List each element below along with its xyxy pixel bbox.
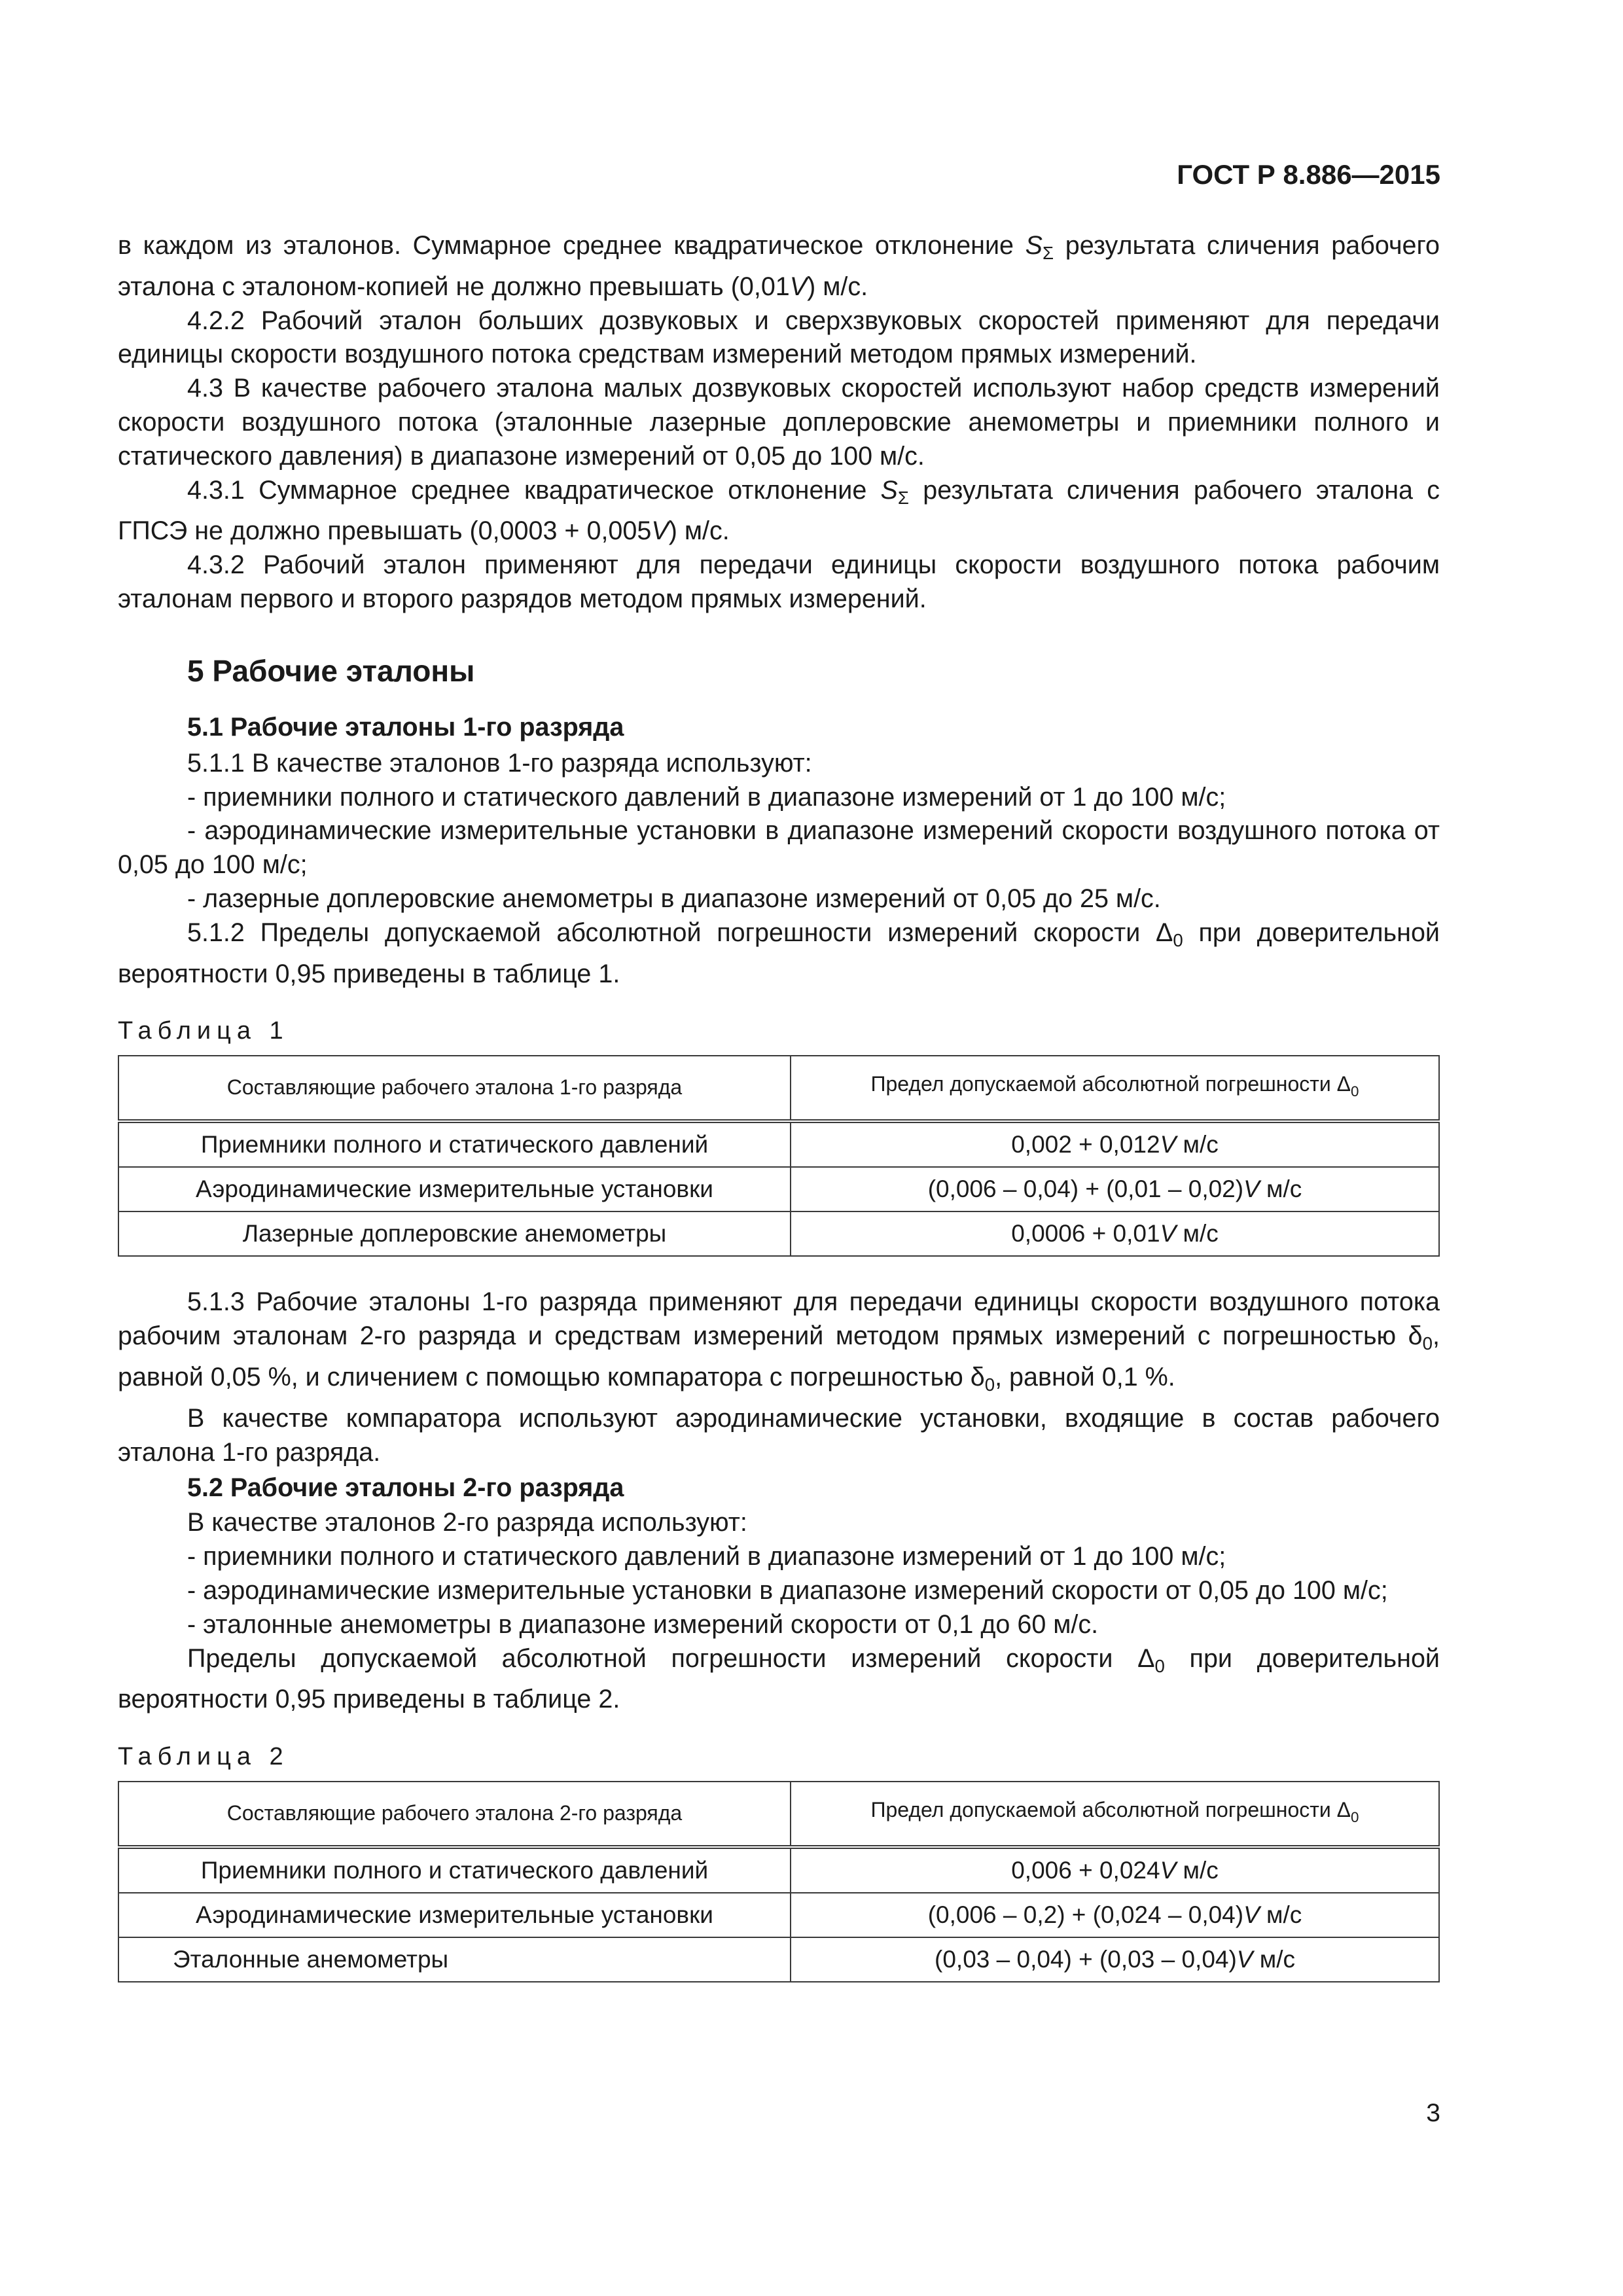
text-span: Пределы допускаемой абсолютной погрешности измерений скорости	[187, 1643, 1138, 1673]
paragraph-5-1-1: 5.1.1 В качестве эталонов 1-го разряда используют:	[187, 748, 812, 778]
text-span: м/с	[1176, 1857, 1219, 1884]
section-5-title: 5 Рабочие эталоны	[187, 653, 475, 688]
symbol-v: V	[1243, 1901, 1260, 1929]
symbol-v: V	[1160, 1131, 1177, 1158]
table-cell-value	[791, 1121, 1439, 1167]
symbol-v: V	[1236, 1946, 1253, 1973]
subscript-zero: 0	[1351, 1808, 1359, 1825]
text-span: (0,006 – 0,04) + (0,01 – 0,02)	[927, 1175, 1244, 1203]
symbol-v: V	[1243, 1175, 1260, 1203]
text-span: (0,006 – 0,2) + (0,024 – 0,04)	[927, 1901, 1244, 1929]
page-content	[118, 229, 1440, 1982]
table-cell-value	[791, 1847, 1439, 1893]
table-row	[118, 1167, 1439, 1211]
paragraph-5-2-intro: В качестве эталонов 2-го разряда используют:	[187, 1508, 747, 1537]
text-span: 5.1.3 Рабочие эталоны 1-го разряда применяют для передачи единицы скорости воздушного потока рабочим эталонам 2-го разряда и средствам измерений методом прямых измерений с погрешностью	[118, 1287, 1440, 1351]
text-span: м/с	[1259, 1901, 1302, 1929]
text-span: м/с	[1176, 1220, 1219, 1247]
table-cell-name: Эталонные анемометры	[118, 1937, 791, 1982]
text-span: в каждом из эталонов. Суммарное среднее квадратическое отклонение	[118, 231, 1026, 260]
symbol-delta-small: δ	[1408, 1321, 1423, 1351]
text-span: при доверительной вероятности 0,95 приведены в таблице 2.	[118, 1643, 1440, 1714]
text-span: , равной 0,05 %, и сличением с помощью компаратора с погрешностью	[118, 1321, 1440, 1391]
list-item: - приемники полного и статического давлений в диапазоне измерений от 1 до 100 м/с;	[187, 782, 1226, 812]
symbol-delta: Δ	[1336, 1797, 1351, 1821]
table-cell-value	[791, 1893, 1439, 1937]
paragraph-5-1-2	[118, 916, 1440, 992]
subscript-zero: 0	[984, 1374, 995, 1395]
table-row	[118, 1121, 1439, 1167]
subsection-5-1-title: 5.1 Рабочие эталоны 1-го разряда	[187, 712, 624, 742]
page-number: 3	[1426, 2099, 1440, 2127]
list-item: - лазерные доплеровские анемометры в диапазоне измерений от 0,05 до 25 м/с.	[187, 884, 1161, 913]
symbol-delta-small: δ	[970, 1362, 985, 1391]
column-header-error-limit	[791, 1782, 1439, 1847]
table-cell-name: Приемники полного и статического давлений	[118, 1847, 791, 1893]
table-header-row	[118, 1056, 1439, 1121]
text-span: 5.1.2 Пределы допускаемой абсолютной погрешности измерений скорости	[187, 918, 1156, 947]
symbol-delta: Δ	[1137, 1643, 1155, 1673]
table-row	[118, 1893, 1439, 1937]
column-header-error-limit	[791, 1056, 1439, 1121]
table-cell-value	[791, 1167, 1439, 1211]
table-1-caption: Таблица 1	[118, 1017, 289, 1045]
paragraph-4-3: 4.3 В качестве рабочего эталона малых дозвуковых скоростей используют набор средств измерений скорости воздушного потока (эталонные лазерные доплеровские анемометры и приемники полного и статического давления) в диапазоне измерений от 0,05 до 100 м/с.	[118, 374, 1440, 471]
list-item: - аэродинамические измерительные установки в диапазоне измерений скорости воздушного потока от 0,05 до 100 м/с;	[118, 816, 1440, 880]
symbol-v: V	[789, 272, 808, 301]
list-item: - приемники полного и статического давлений в диапазоне измерений от 1 до 100 м/с;	[187, 1542, 1226, 1571]
symbol-v: V	[1160, 1857, 1177, 1884]
table-cell-value	[791, 1937, 1439, 1982]
text-span: Предел допускаемой абсолютной погрешности	[870, 1797, 1337, 1821]
subscript-zero: 0	[1173, 929, 1183, 950]
table-row	[118, 1211, 1439, 1256]
text-span: при доверительной вероятности 0,95 приведены в таблице 1.	[118, 918, 1440, 988]
text-span: результата сличения рабочего эталона с ГПСЭ не должно превышать (0,0003 + 0,005	[118, 475, 1440, 546]
table-2	[118, 1781, 1440, 1982]
text-span: м/с	[1253, 1946, 1295, 1973]
subscript-sigma: Σ	[897, 487, 909, 508]
symbol-s: S	[1025, 231, 1043, 260]
paragraph-comparator: В качестве компаратора используют аэродинамические установки, входящие в состав рабочего эталона 1-го разряда.	[118, 1403, 1440, 1467]
table-row	[118, 1937, 1439, 1982]
text-span: (0,03 – 0,04) + (0,03 – 0,04)	[935, 1946, 1237, 1973]
subscript-zero: 0	[1154, 1655, 1165, 1676]
table-1	[118, 1055, 1440, 1257]
subscript-zero: 0	[1422, 1333, 1433, 1354]
table-cell-name: Лазерные доплеровские анемометры	[118, 1211, 791, 1256]
text-span: 4.3.1 Суммарное среднее квадратическое отклонение	[187, 475, 881, 505]
symbol-v: V	[651, 516, 669, 546]
document-id-header: ГОСТ Р 8.886—2015	[1177, 159, 1440, 190]
table-cell-name: Аэродинамические измерительные установки	[118, 1167, 791, 1211]
list-item: - аэродинамические измерительные установки в диапазоне измерений скорости от 0,05 до 100 м/с;	[187, 1575, 1388, 1605]
table-cell-value	[791, 1211, 1439, 1256]
paragraph-4-2-2: 4.2.2 Рабочий эталон больших дозвуковых и сверхзвуковых скоростей применяют для передачи единицы скорости воздушного потока средствам измерений методом прямых измерений.	[118, 306, 1440, 369]
symbol-delta: Δ	[1336, 1071, 1351, 1096]
text-span: м/с	[1259, 1175, 1302, 1203]
table-2-caption: Таблица 2	[118, 1743, 289, 1771]
column-header-components: Составляющие рабочего эталона 2-го разряда	[118, 1782, 791, 1847]
subscript-zero: 0	[1351, 1083, 1359, 1100]
text-span: ) м/с.	[668, 516, 730, 546]
table-cell-name: Аэродинамические измерительные установки	[118, 1893, 791, 1937]
paragraph-5-2-limits	[118, 1642, 1440, 1717]
text-span: 0,006 + 0,024	[1011, 1857, 1160, 1884]
list-item: - эталонные анемометры в диапазоне измерений скорости от 0,1 до 60 м/с.	[187, 1609, 1099, 1639]
text-span: , равной 0,1 %.	[995, 1362, 1175, 1391]
table-cell-name: Приемники полного и статического давлений	[118, 1121, 791, 1167]
text-span: 0,0006 + 0,01	[1011, 1220, 1160, 1247]
subsection-5-2-title: 5.2 Рабочие эталоны 2-го разряда	[187, 1473, 624, 1503]
column-header-components: Составляющие рабочего эталона 1-го разряда	[118, 1056, 791, 1121]
text-span: результата сличения рабочего эталона с эталоном-копией не должно превышать (0,01	[118, 231, 1440, 301]
text-span: 0,002 + 0,012	[1011, 1131, 1160, 1158]
paragraph-4-3-2: 4.3.2 Рабочий эталон применяют для передачи единицы скорости воздушного потока рабочим эталонам первого и второго разрядов методом прямых измерений.	[118, 550, 1440, 613]
text-span: Предел допускаемой абсолютной погрешности	[870, 1071, 1337, 1096]
table-row	[118, 1847, 1439, 1893]
subscript-sigma: Σ	[1043, 243, 1054, 263]
paragraph-4-3-1	[118, 474, 1440, 549]
symbol-s: S	[880, 475, 898, 505]
text-span: м/с	[1176, 1131, 1219, 1158]
text-span: ) м/с.	[807, 272, 868, 301]
paragraph-continuation	[118, 229, 1440, 304]
symbol-v: V	[1160, 1220, 1177, 1247]
symbol-delta: Δ	[1156, 918, 1173, 947]
table-header-row	[118, 1782, 1439, 1847]
paragraph-5-1-3	[118, 1285, 1440, 1401]
